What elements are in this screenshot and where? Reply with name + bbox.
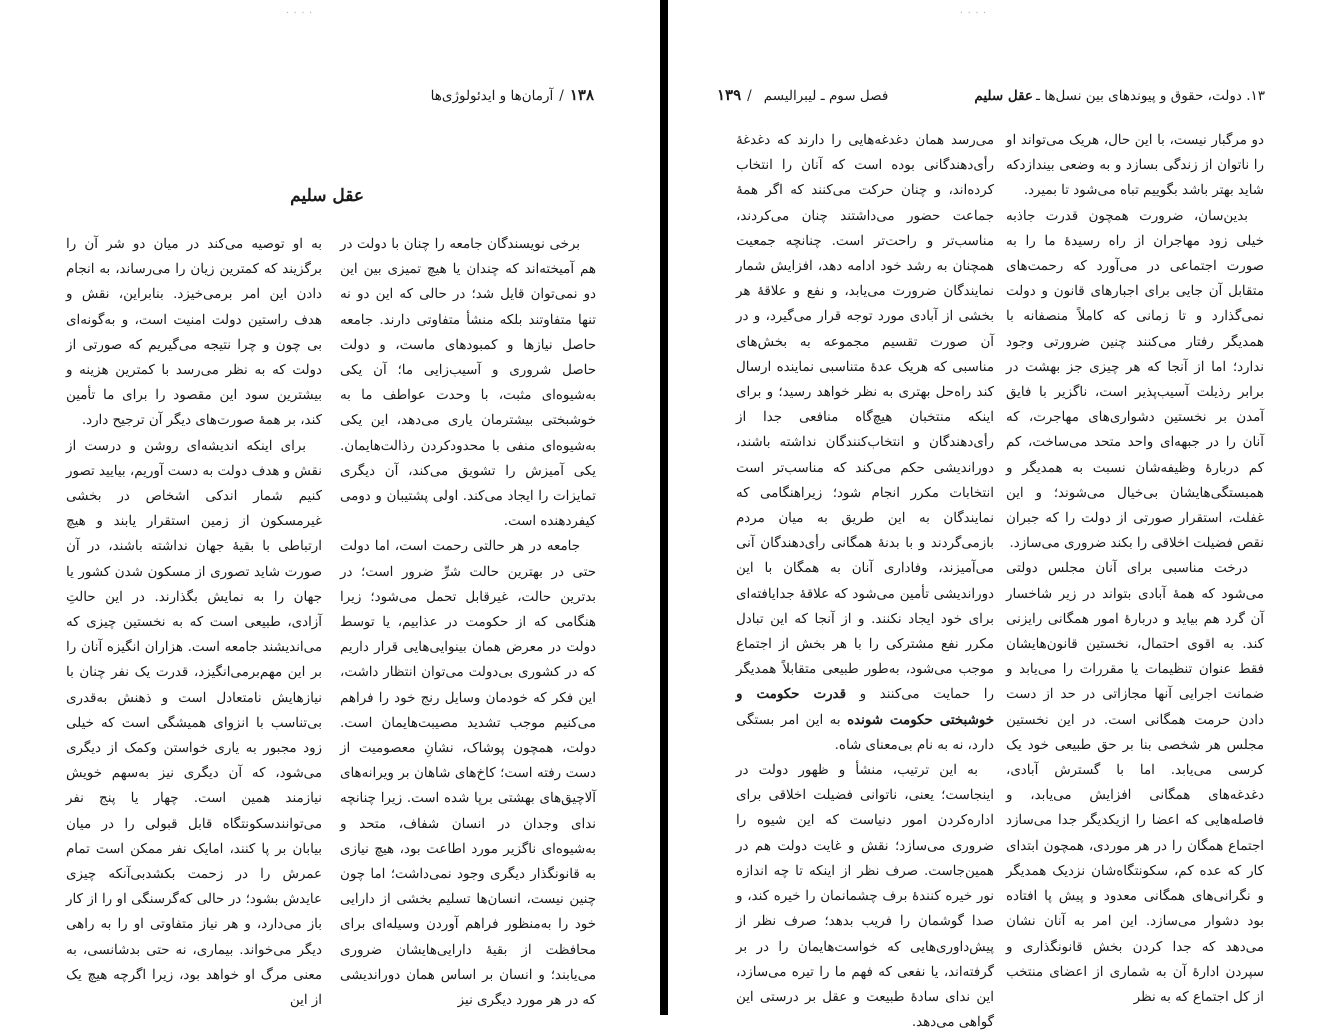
- paragraph: [736, 128, 994, 758]
- text-run: می‌رسد همان دغدغه‌هایی را دارند که دغدغهٔ رأی‌دهندگانی بوده است که آنان را انتخاب کرده‌اند، و چنان حرکت می‌کنند که اگر همهٔ جماعت حضور می‌داشتند چنان می‌کردند، مناسب‌تر و راحت‌تر است. چنانچه جمعیت همچنان به رشد خود ادامه دهد، افزایش شمار نمایندگان ضرورت می‌یابد، و نفع و علاقهٔ هر بخشی از آبادی مورد توجه قرار می‌گیرد، و در آن صورت تقسیم مجموعه به بخش‌های مناسبی که هریک عدهٔ متناسبی نماینده ارسال کند راه‌حل بهتری به نظر خواهد رسید؛ و برای اینکه منتخبان هیچ‌گاه منافعی جدا از رأی‌دهندگان و انتخاب‌کنندگان نداشته باشند، دوراندیشی حکم می‌کند که مناسب‌تر است انتخابات مکرر انجام شود؛ زیراهنگامی که نمایندگان به این طریق به میان مردم بازمی‌گردند و با بدنهٔ همگانی رأی‌دهندگان آنی می‌آمیزند، وفاداری آنان به همگان با این دوراندیشی تأمین می‌شود که علاقهٔ جدایافته‌ای برای خود ایجاد نکنند. و از آنجا که این تبادل مکرر نفع مشترکی را با هر بخش از اجتماع موجب می‌شود، به‌طور طبیعی متقابلاً همدیگر را حمایت می‌کنند و: [736, 133, 994, 703]
- text-column-left: [736, 128, 994, 1035]
- paragraph: به او توصیه می‌کند در میان دو شر آن را برگزیند که کمترین زیان را می‌رساند، به انجام دادن این امر برمی‌خیزد. بنابراین، نقش و هدف راستین دولت امنیت است، و به‌گونه‌ای بی چون و چرا نتیجه می‌گیریم که صورتی از دولت که به نظر می‌رسد با کمترین هزینه و بیشترین سود این مقصود را برای ما تأمین کند، بر همهٔ صورت‌های دیگر آن ترجیح دارد.: [66, 237, 322, 429]
- text-column-right: [340, 232, 596, 1013]
- section-name: فصل سوم ـ لیبرالیسم: [763, 88, 889, 104]
- header-separator: /: [747, 88, 752, 104]
- top-mark: . . . .: [960, 6, 988, 16]
- page-number: ۱۳۹: [717, 86, 742, 104]
- paragraph: درخت مناسبی برای آنان مجلس دولتی می‌شود که همهٔ آبادی بتواند در زیر شاخسار آن گرد هم بیاید و دربارهٔ امور همگانی رایزنی کند. به‌ اقوی احتمال، نخستین قانون‌هایشان فقط عنوان تنظیمات یا مقررات را می‌یابد و ضمانت اجرایی آنها مجازاتی در حد از دست دادن حرمت همگانی است. در این نخستین مجلس هر شخصی بنا بر حق طبیعی خود یک کرسی می‌یابد. اما با گسترش آبادی، دغدغه‌های همگانی افزایش می‌یابد، و فاصله‌هایی که اعضا را ازیکدیگر جدا می‌سازد اجتماع همگان را در هر موردی، همچون ابتدای کار که عده کم، سکونتگاه‌شان نزدیک همدیگر و نگرانی‌های همگانی معدود و پیش پا افتاده بود دشوار می‌سازد. این امر به آنان نشان می‌دهد که جدا کردن بخش قانونگذاری و سپردن ادارهٔ آن به شماری از اعضای منتخب از کل اجتماع که به نظر: [1006, 561, 1264, 1005]
- book-title: آرمان‌ها و ایدئولوژی‌ها: [430, 88, 554, 104]
- book-spine: [660, 0, 668, 1015]
- header-separator: /: [559, 88, 564, 104]
- page-number: ۱۳۸: [569, 86, 594, 104]
- paragraph: دو مرگبار نیست، با این حال، هریک می‌تواند او را ناتوان از زندگی بسازد و به وضعی بیندازدکه شاید بهتر باشد بگوییم تباه می‌شود تا بمیرد.: [1006, 133, 1264, 199]
- page-header: [717, 86, 1265, 104]
- paragraph: برخی نویسندگان جامعه را چنان با دولت در هم آمیخته‌اند که چندان یا هیچ تمیزی بین این دو نمی‌توان قایل شد؛ در حالی که این دو نه تنها متفاوتند بلکه منشأ متفاوتی دارند. جامعه حاصل نیازها و کمبودهای ماست، و دولت حاصل شروری و آسیب‌زایی ما؛ آن یکی به‌شیوه‌ای مثبت، با وحدت عواطف ما به خوشبختی بیشترمان یاری می‌دهد، این یکی به‌شیوه‌ای منفی با محدودکردن رذالت‌هایمان. یکی آمیزش را تشویق می‌کند، آن دیگری تمایزات را ایجاد می‌کند. اولی پشتیبان و دومی کیفردهنده است.: [340, 237, 596, 530]
- chapter-title: ۱۳. دولت، حقوق و پیوندهای بین نسل‌ها ـ: [1035, 88, 1265, 104]
- paragraph: بدین‌سان، ضرورت همچون قدرت جاذبه خیلی زود مهاجران از راه رسیدهٔ ما را به صورت اجتماعی در می‌آورد که رحمت‌های متقابل آن جایی برای اجبارهای قانون و دولت نمی‌گذارد و تا زمانی که کاملاً منصفانه با همدیگر رفتار می‌کنند چنین ضرورتی وجود ندارد؛ اما از آنجا که هر چیزی جز بهشت در برابر رذیلت آسیب‌پذیر است، ناگزیر با فایق آمدن بر نخستین دشواری‌های مهاجرت، که آنان را در جبهه‌ای واحد متحد می‌ساخت، کم کم دربارهٔ وظیفه‌شان نسبت به همدیگر و همبستگی‌هایشان بی‌خیال می‌شوند؛ و این غفلت، استقرار صورتی از دولت را که جبران نقص فضیلت اخلاقی را بکند ضروری می‌سازد.: [1006, 208, 1264, 552]
- page-header: [394, 86, 594, 104]
- paragraph: برای اینکه اندیشه‌ای روشن و درست از نقش و هدف دولت به دست آوریم، بیایید تصور کنیم شمار اندکی اشخاص در بخشی غیرمسکون از زمین استقرار یابند و هیچ ارتباطی با بقیهٔ جهان نداشته باشند، در آن صورت شاید تصوری از مسکون شدن کشور یا جهان را به نمایش بگذارند. در این حالتِ آزادی، طبیعی است که به نخستین چیزی که می‌اندیشند جامعه است. هزاران انگیزه آنان را بر این مهم‌برمی‌انگیزد، قدرت یک نفر چنان با نیازهایش نامتعادل است و ذهنش به‌قدری بی‌تناسب با انزوای همیشگی است که خیلی زود مجبور به یاری خواستن وکمک از دیگری می‌شود، که آن دیگری نیز به‌سهم خویش نیازمند همین است. چهار یا پنج نفر می‌توانندسکونتگاه قابل قبولی را در میان بیابان بر پا کنند، امایک نفر ممکن است تمام عمرش را در زحمت بکشدبی‌آنکه چیزی عایدش بشود؛ در حالی که‌گرسنگی او را از کار باز می‌دارد، و هر نیاز متفاوتی او را به راهی دیگر می‌خواند. بیماری، نه حتی بدشانسی، به معنی مرگ او خواهد بود، زیرا اگرچه هیچ یک از این: [66, 438, 322, 1009]
- text-run: به این امر بستگی دارد، نه به نام بی‌معنای شاه.: [736, 712, 994, 753]
- text-column-right: [1006, 128, 1264, 1010]
- chapter-title-bold: عقل سلیم: [974, 88, 1033, 104]
- paragraph: به این ترتیب، منشأ و ظهور دولت در اینجاست؛ یعنی، ناتوانی فضیلت اخلاقی برای اداره‌کردن امور دنیاست که این شیوه را ضروری می‌سازد؛ نقش و غایت دولت هم در همین‌جاست. صرف نظر از اینکه تا چه اندازه نور خیره کنندهٔ برف چشمانمان را خیره کند، و صدا گوشمان را فریب بدهد؛ صرف نظر از پیش‌داوری‌هایی که خواست‌هایمان را در بر گرفته‌اند، یا نفعی که فهم ما را تیره می‌سازد، این ندای سادهٔ طبیعت و عقل بر درستی این گواهی می‌دهد.: [736, 763, 994, 1031]
- left-page: [0, 0, 660, 1015]
- section-title: عقل سلیم: [290, 186, 364, 206]
- bold-phrase: قدرت حکومت و خوشبختی حکومت شونده: [736, 686, 994, 728]
- top-mark: . . . .: [286, 6, 314, 16]
- paragraph: جامعه در هر حالتی رحمت است، اما دولت حتی در بهترین حالت شرِّ ضرور است؛ در بدترین حالت، غیرقابل تحمل می‌شود؛ زیرا هنگامی که از حکومت در عذابیم، یا توسط دولت در معرض همان بینوایی‌هایی قرار داریم که در کشوری بی‌دولت می‌توان انتظار داشت، این فکر که خودمان وسایل رنج خود را فراهم می‌کنیم موجب تشدید مصیبت‌هایمان است. دولت، همچون پوشاک، نشانِ معصومیت از دست رفته است؛ کاخ‌های شاهان بر ویرانه‌های آلاچیق‌های بهشتی برپا شده است. زیرا چنانچه ندای وجدان در انسان شفاف، متحد و به‌شیوه‌ای ناگزیر مورد اطاعت بود، هیچ نیازی به قانونگذار دیگری وجود نمی‌داشت؛ اما چون چنین نیست، انسان‌ها تسلیم بخشی از دارایی خود را به‌منظور فراهم آوردن وسیله‌ای برای محافظت از بقیهٔ دارایی‌هایشان ضروری می‌یابند؛ و انسان بر اساس همان دوراندیشی که در هر مورد دیگری نیز: [340, 539, 596, 1009]
- right-page: [668, 0, 1329, 1031]
- text-column-left: [66, 232, 322, 1013]
